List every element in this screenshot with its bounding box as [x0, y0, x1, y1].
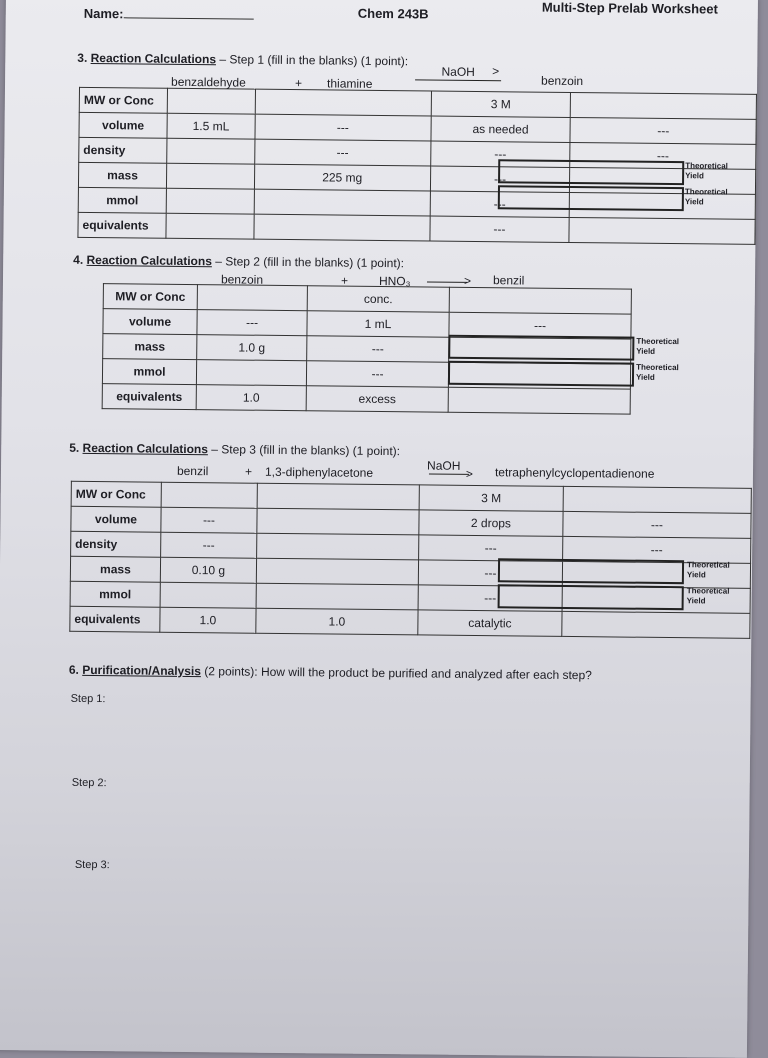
cell-value: ---: [430, 166, 570, 192]
table-row: [102, 384, 630, 415]
section3-ty-mass-label: Theoretical Yield: [685, 161, 745, 182]
step1-label: Step 1:: [71, 693, 106, 705]
cell-value: ---: [418, 585, 562, 612]
cell-blank[interactable]: [197, 285, 307, 311]
row-label-mmol: mmol: [70, 581, 160, 607]
row-label-mass: mass: [78, 162, 166, 188]
section5-ty-mmol-label: Theoretical Yield: [687, 586, 747, 607]
cell-value: ---: [161, 507, 257, 533]
cell-value: 0.10 g: [160, 557, 256, 583]
section5-ty-mass-box[interactable]: [498, 558, 684, 584]
cell-blank[interactable]: [448, 387, 630, 414]
row-label-volume: volume: [103, 309, 197, 335]
section5-ty-mass-label: Theoretical Yield: [687, 560, 747, 581]
section3-reactant-benzaldehyde: benzaldehyde: [171, 75, 246, 90]
step2-label: Step 2:: [72, 777, 107, 789]
row-label-equivalents: equivalents: [78, 212, 166, 238]
cell-value: ---: [570, 117, 756, 144]
section3-plus: +: [295, 76, 302, 90]
worksheet-title: Multi-Step Prelab Worksheet: [542, 0, 718, 17]
section4-product-benzil: benzil: [493, 273, 525, 287]
section4-ty-mmol-box[interactable]: [448, 361, 634, 387]
cell-value: 1 mL: [307, 311, 449, 337]
cell-blank[interactable]: [160, 582, 256, 608]
row-label-equivalents: equivalents: [102, 384, 196, 410]
cell-blank[interactable]: [166, 163, 254, 189]
row-label-mw: MW or Conc: [71, 481, 161, 507]
cell-value: 1.0: [160, 607, 256, 633]
cell-blank[interactable]: [254, 214, 430, 241]
cell-value: ---: [197, 310, 307, 336]
section5-heading: 5. Reaction Calculations – Step 3 (fill in the blanks) (1 point):: [69, 441, 400, 458]
section3-product-benzoin: benzoin: [541, 74, 583, 88]
row-label-volume: volume: [71, 506, 161, 532]
row-label-density: density: [71, 531, 161, 557]
cell-blank[interactable]: [571, 92, 757, 119]
course-code: Chem 243B: [358, 6, 429, 22]
cell-value: ---: [430, 191, 570, 217]
section4-reactant-benzoin: benzoin: [221, 272, 263, 286]
row-label-mass: mass: [70, 556, 160, 582]
section5-product: tetraphenylcyclopentadienone: [495, 465, 655, 481]
cell-value: 1.0: [196, 385, 306, 411]
cell-blank[interactable]: [255, 89, 431, 116]
section4-ty-mass-label: Theoretical Yield: [636, 337, 696, 358]
cell-value: 1.0 g: [197, 335, 307, 361]
row-label-mw: MW or Conc: [79, 87, 167, 113]
cell-blank[interactable]: [257, 483, 419, 510]
cell-blank[interactable]: [161, 482, 257, 508]
cell-value: 3 M: [419, 485, 563, 512]
name-field[interactable]: [84, 5, 254, 23]
name-label: Name:: [84, 6, 124, 21]
cell-blank[interactable]: [256, 558, 418, 585]
cell-value: excess: [306, 386, 448, 412]
section4-ty-mass-box[interactable]: [448, 335, 634, 361]
section5-reactant-diphenylacetone: 1,3-diphenylacetone: [265, 465, 373, 480]
cell-blank[interactable]: [569, 217, 755, 244]
cell-blank[interactable]: [167, 138, 255, 164]
cell-value: ---: [430, 141, 570, 167]
cell-value: ---: [307, 336, 449, 362]
cell-blank[interactable]: [166, 188, 254, 214]
cell-value: ---: [429, 216, 569, 242]
cell-value: conc.: [307, 286, 449, 312]
cell-blank[interactable]: [166, 213, 254, 239]
cell-blank[interactable]: [167, 88, 255, 114]
cell-value: as needed: [430, 116, 570, 142]
row-label-mw: MW or Conc: [103, 284, 197, 310]
cell-blank[interactable]: [562, 611, 750, 638]
section3-ty-mmol-box[interactable]: [498, 185, 684, 211]
cell-value: ---: [255, 139, 431, 166]
cell-value: ---: [418, 560, 562, 587]
cell-value: 1.5 mL: [167, 113, 255, 139]
section4-heading: 4. Reaction Calculations – Step 2 (fill in the blanks) (1 point):: [73, 253, 404, 270]
cell-value: 2 drops: [419, 510, 563, 537]
cell-value: 3 M: [431, 91, 571, 117]
section3-ty-mmol-label: Theoretical Yield: [685, 187, 745, 208]
cell-value: ---: [161, 532, 257, 558]
cell-blank[interactable]: [256, 583, 418, 610]
section5-plus: +: [245, 465, 252, 479]
cell-blank[interactable]: [254, 189, 430, 216]
cell-blank[interactable]: [257, 533, 419, 560]
section3-heading: 3. Reaction Calculations – Step 1 (fill in the blanks) (1 point):: [77, 51, 408, 68]
row-label-equivalents: equivalents: [70, 606, 160, 632]
cell-blank[interactable]: [563, 486, 751, 513]
cell-value: ---: [306, 361, 448, 387]
section4-reagent-hno3: HNO₃: [379, 274, 411, 288]
cell-value: ---: [449, 312, 631, 339]
section5-ty-mmol-box[interactable]: [498, 584, 684, 610]
section3-reactant-thiamine: thiamine: [327, 76, 373, 90]
cell-value: ---: [563, 511, 751, 538]
section4-ty-mmol-label: Theoretical Yield: [636, 363, 696, 384]
row-label-volume: volume: [79, 112, 167, 138]
section3-reagent-arrow: NaOH >: [415, 64, 501, 79]
cell-value: catalytic: [418, 610, 562, 637]
cell-value: 1.0: [256, 608, 418, 635]
row-label-mass: mass: [103, 334, 197, 360]
section6-heading: 6. Purification/Analysis (2 points): How will the product be purified and analyzed after each step?: [69, 663, 592, 682]
row-label-mmol: mmol: [102, 359, 196, 385]
cell-blank[interactable]: [196, 360, 306, 386]
section5-reagent-arrow: NaOH >: [427, 458, 477, 473]
section4-plus: +: [341, 274, 348, 288]
section3-ty-mass-box[interactable]: [498, 159, 684, 185]
name-blank[interactable]: [123, 5, 253, 19]
cell-blank[interactable]: [257, 508, 419, 535]
section5-reactant-benzil: benzil: [177, 464, 209, 478]
row-label-mmol: mmol: [78, 187, 166, 213]
cell-value: 225 mg: [254, 164, 430, 191]
cell-value: ---: [419, 535, 563, 562]
cell-value: ---: [563, 536, 751, 563]
cell-value: ---: [255, 114, 431, 141]
row-label-density: density: [79, 137, 167, 163]
cell-value: ---: [570, 142, 756, 169]
step3-label: Step 3:: [75, 859, 110, 871]
cell-blank[interactable]: [449, 287, 631, 314]
